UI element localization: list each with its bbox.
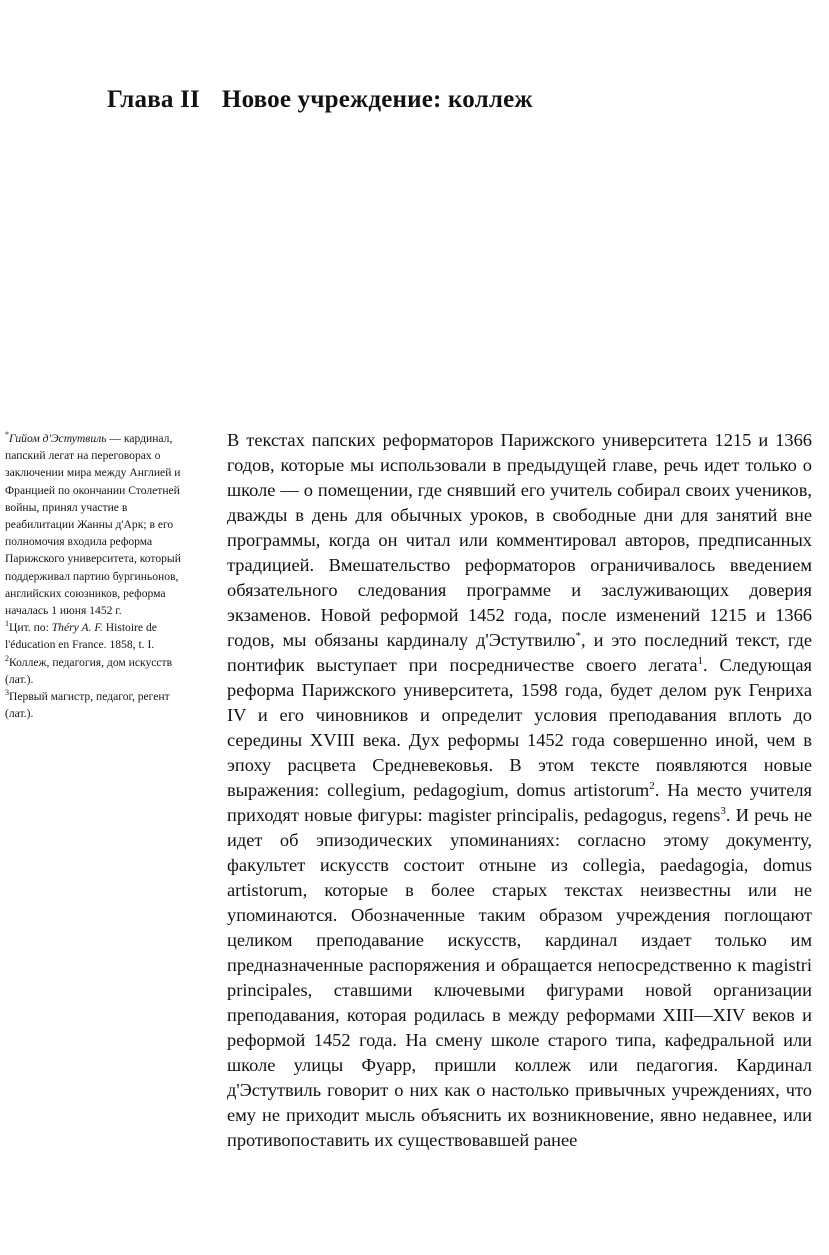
body-segment: . Следующая реформа Парижского университета, 1598 года, будет делом рук Генриха IV и его чиновников и определит условия преподавания вплоть до середины XVIII века. Дух реформы 1452 года совершенно иной, чем в эпоху расцвета Средневековья. В этом тексте появляются новые выражения: collegium, pedagogium, domus artistorum <box>227 655 812 800</box>
note-mark: 1 <box>5 619 9 629</box>
note-mark: 2 <box>5 653 9 663</box>
note-cardinal <box>5 430 197 619</box>
body-segment: . На место учителя приходят новые фигуры: magister principalis, pedagogus, regens <box>227 780 812 825</box>
footnote-ref-3: 3 <box>720 804 726 817</box>
note-name-italic: Гийом д'Эстутвиль <box>9 432 107 445</box>
note-mark: 3 <box>5 688 9 698</box>
marginal-notes <box>5 430 197 722</box>
body-segment: . И речь не идет об эпизодических упоминаниях: согласно этому документу, факультет искусств состоит отныне из collegia, paedagogia, domus artistorum, которые в более старых текстах неизвестны или не упоминаются. Обозначенные таким образом учреждения поглощают целиком преподавание искусств, кардинал издает только им предназначенные распоряжения и обращается непосредственно к magistri principales, ставшими ключевыми фигурами новой организации преподавания, которая родилась в между реформами XIII—XIV веков и реформой 1452 года. На смену школе старого типа, кафедральной или школе улицы Фуарр, пришли коллеж или педагогия. Кардинал д'Эстутвиль говорит о них как о настолько привычных учреждениях, что ему не приходит мысль объяснить их возникновение, явно недавнее, или противопоставить их существовавшей ранее <box>227 805 812 1150</box>
footnote-ref-star: * <box>575 629 582 642</box>
note-text: Первый магистр, педагог, регент (лат.). <box>5 690 170 721</box>
footnote-ref-2: 2 <box>649 779 655 792</box>
chapter-title: Новое учреждение: коллеж <box>221 86 533 113</box>
chapter-label: Глава II <box>107 86 200 113</box>
body-paragraph <box>227 428 812 1153</box>
note-1 <box>5 619 197 653</box>
body-text <box>227 428 812 1153</box>
note-2 <box>5 654 197 688</box>
note-text: Коллеж, педагогия, дом искусств (лат.). <box>5 655 173 686</box>
note-author-italic: Théry A. F. <box>51 621 103 635</box>
chapter-heading <box>107 86 533 114</box>
body-segment: В текстах папских реформаторов Парижского университета 1215 и 1366 годов, которые мы использовали в предыдущей главе, речь идет только о школе — о помещении, где снявший его учитель собирал своих учеников, дважды в день для обычных уроков, в свободные дни для занятий вне программы, когда он читал или комментировал авторов, предписанных традицией. Вмешательство реформаторов ограничивалось введением обязательного следования программе и заслуживающих доверия экзаменов. Новой реформой 1452 года, после изменений 1215 и 1366 годов, мы обязаны кардиналу д'Эстутвилю <box>227 430 812 650</box>
note-text: — кардинал, папский легат на переговорах о заключении мира между Англией и Францией по окончании Столетней войны, принял участие в реабилитации Жанны д'Арк; в его полномочия входила реформа Парижского университета, который поддерживал партию бургиньонов, английских союзников, реформа началась 1 июня 1452 г. <box>5 432 181 618</box>
note-prefix: Цит. по: <box>9 621 52 635</box>
note-mark: * <box>5 430 9 440</box>
footnote-ref-1: 1 <box>697 654 704 667</box>
note-3 <box>5 688 197 722</box>
note-text: Histoire de l'éducation en France. 1858, t. I. <box>5 621 157 652</box>
body-segment: , и это последний текст, где понтифик выступает при посредничестве своего легата <box>227 630 812 675</box>
